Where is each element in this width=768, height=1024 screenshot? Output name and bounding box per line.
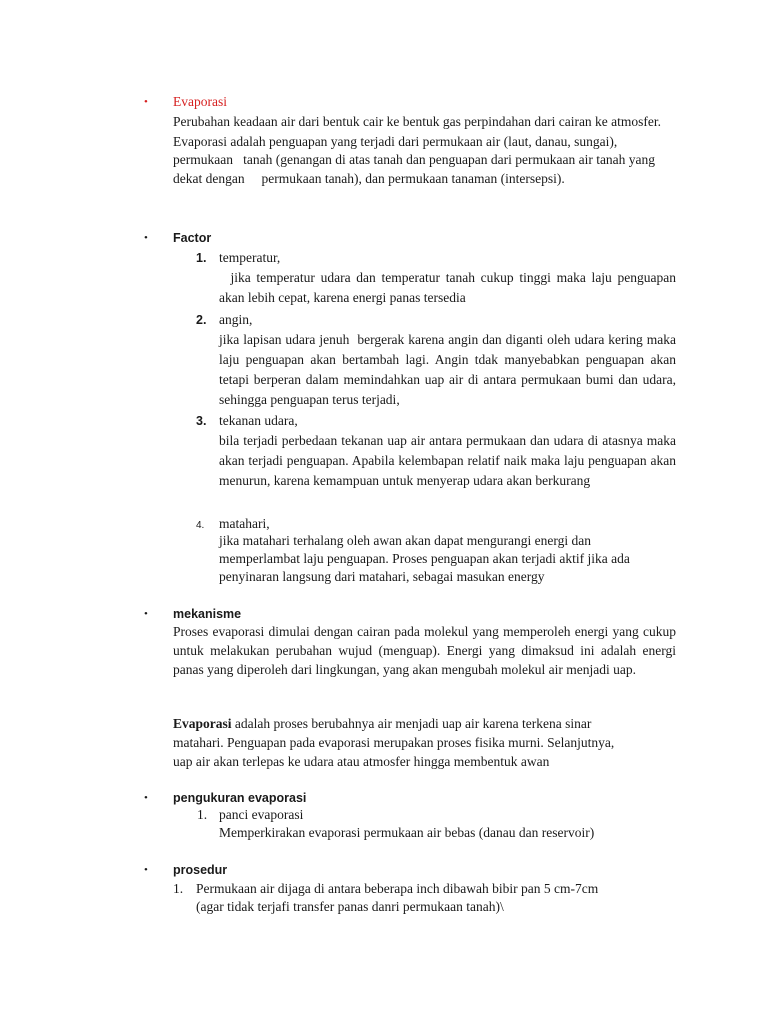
factor-item-number: 4. bbox=[196, 520, 205, 531]
factor-item-body: bila terjadi perbedaan tekanan uap air antara permukaan dan udara di atasnya maka akan terjadi penguapan. Apabila kelembapan relatif naik maka laju penguapan akan menurun, karena kemampuan untuk menyerap udara akan berkurang bbox=[219, 433, 676, 488]
evaporasi-definition-line-3: uap air akan terlepas ke udara atau atmosfer hingga membentuk awan bbox=[173, 754, 550, 769]
factor-item-number: 3. bbox=[196, 414, 207, 428]
bullet-icon: • bbox=[144, 608, 148, 620]
evaporasi-definition-line-1 bbox=[173, 714, 676, 734]
factor-item-number: 2. bbox=[196, 313, 207, 327]
prosedur-item-line-1: Permukaan air dijaga di antara beberapa inch dibawah bibir pan 5 cm-7cm bbox=[196, 881, 599, 896]
factor-item-body: jika lapisan udara jenuh bergerak karena angin dan diganti oleh udara kering maka laju penguapan akan bertambah lagi. Angin tdak manyebabkan penguapan akan tetapi berperan dalam memindahkan uap air di antara permukaan bumi dan udara, sehingga penguapan terus terjadi, bbox=[219, 332, 680, 407]
factor-item-body-line: penyinaran langsung dari matahari, sebagai masukan energy bbox=[219, 569, 545, 584]
mekanisme-heading: mekanisme bbox=[173, 607, 242, 621]
evaporasi-term: Evaporasi bbox=[173, 716, 232, 731]
bullet-icon: • bbox=[144, 232, 148, 244]
pengukuran-heading: pengukuran evaporasi bbox=[173, 791, 307, 805]
factor-item-body: jika temperatur udara dan temperatur tanah cukup tinggi maka laju penguapan akan lebih cepat, karena energi panas tersedia bbox=[219, 270, 680, 305]
prosedur-heading: prosedur bbox=[173, 863, 228, 877]
evaporasi-line-3: permukaan tanah (genangan di atas tanah dan penguapan dari permukaan air tanah yang bbox=[173, 152, 656, 167]
evaporasi-heading: Evaporasi bbox=[173, 94, 227, 109]
mekanisme-body: Proses evaporasi dimulai dengan cairan pada molekul yang memperoleh energi yang cukup untuk melakukan perubahan wujud (menguap). Energi yang dimaksud ini adalah energi panas yang diperoleh dari lingkungan, yang akan mengubah molekul air menjadi uap. bbox=[173, 624, 676, 677]
factor-item-title: matahari, bbox=[219, 516, 270, 531]
factor-item-title: angin, bbox=[219, 312, 253, 327]
factor-item-number: 1. bbox=[196, 251, 207, 265]
evaporasi-line-2: Evaporasi adalah penguapan yang terjadi dari permukaan air (laut, danau, sungai), bbox=[173, 134, 618, 149]
factor-item-title: temperatur, bbox=[219, 250, 281, 265]
pengukuran-item-number: 1. bbox=[197, 807, 208, 822]
factor-heading: Factor bbox=[173, 231, 212, 245]
evaporasi-definition-text: adalah proses berubahnya air menjadi uap air karena terkena sinar bbox=[231, 716, 592, 731]
factor-item-title: tekanan udara, bbox=[219, 413, 298, 428]
bullet-icon: • bbox=[144, 792, 148, 804]
evaporasi-line-4: dekat dengan permukaan tanah), dan permukaan tanaman (intersepsi). bbox=[173, 171, 565, 186]
pengukuran-item-title: panci evaporasi bbox=[219, 807, 304, 822]
bullet-icon: • bbox=[144, 864, 148, 876]
evaporasi-definition-line-2: matahari. Penguapan pada evaporasi merupakan proses fisika murni. Selanjutnya, bbox=[173, 735, 615, 750]
prosedur-item-line-2: (agar tidak terjafi transfer panas danri permukaan tanah)\ bbox=[196, 899, 504, 914]
factor-item-body-line: jika matahari terhalang oleh awan akan dapat mengurangi energi dan bbox=[219, 533, 591, 548]
factor-item-body-line: memperlambat laju penguapan. Proses penguapan akan terjadi aktif jika ada bbox=[219, 551, 630, 566]
evaporasi-line-1: Perubahan keadaan air dari bentuk cair ke bentuk gas perpindahan dari cairan ke atmosfer. bbox=[173, 114, 662, 129]
bullet-icon: • bbox=[144, 96, 148, 108]
pengukuran-item-body: Memperkirakan evaporasi permukaan air bebas (danau dan reservoir) bbox=[219, 825, 595, 840]
prosedur-item-number: 1. bbox=[173, 881, 184, 896]
